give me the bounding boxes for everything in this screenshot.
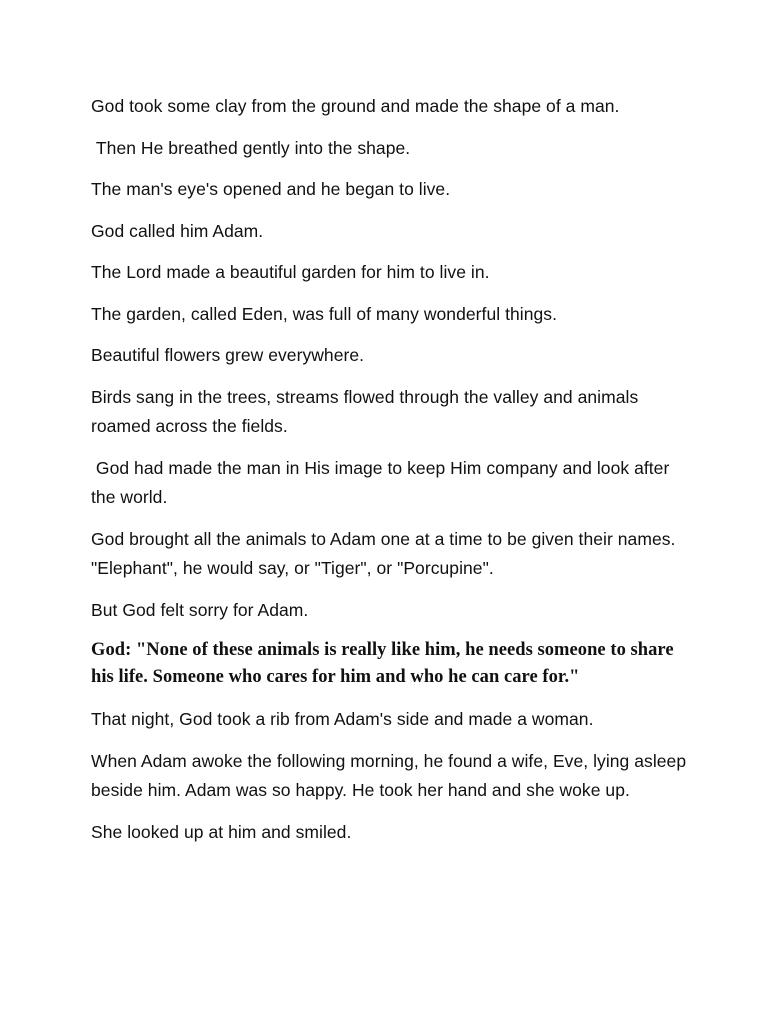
document-page	[91, 92, 691, 859]
paragraph-8: Birds sang in the trees, streams flowed through the valley and animals roamed across the fields.	[91, 386, 644, 436]
paragraph-4: God called him Adam.	[91, 220, 264, 241]
paragraph-11: But God felt sorry for Adam.	[91, 599, 309, 620]
paragraph-15: She looked up at him and smiled.	[91, 821, 352, 842]
paragraph-2: Then He breathed gently into the shape.	[91, 137, 411, 158]
paragraph-6: The garden, called Eden, was full of many wonderful things.	[91, 303, 557, 324]
paragraph-10: God brought all the animals to Adam one at a time to be given their names. "Elephant", he would say, or "Tiger", or "Porcupine".	[91, 528, 681, 578]
paragraph-5: The Lord made a beautiful garden for him to live in.	[91, 262, 490, 282]
paragraph-9: God had made the man in His image to keep Him company and look after the world.	[91, 457, 675, 507]
paragraph-14: When Adam awoke the following morning, he found a wife, Eve, lying asleep beside him. Adam was so happy. He took her hand and she woke up.	[91, 750, 692, 800]
paragraph-13: That night, God took a rib from Adam's side and made a woman.	[91, 709, 594, 729]
paragraph-7: Beautiful flowers grew everywhere.	[91, 345, 365, 365]
paragraph-3: The man's eye's opened and he began to live.	[91, 179, 451, 199]
paragraph-1: God took some clay from the ground and made the shape of a man.	[91, 96, 620, 116]
dialogue-paragraph: God: "None of these animals is really like him, he needs someone to share his life. Someone who cares for him and who he can care for."	[91, 640, 679, 687]
